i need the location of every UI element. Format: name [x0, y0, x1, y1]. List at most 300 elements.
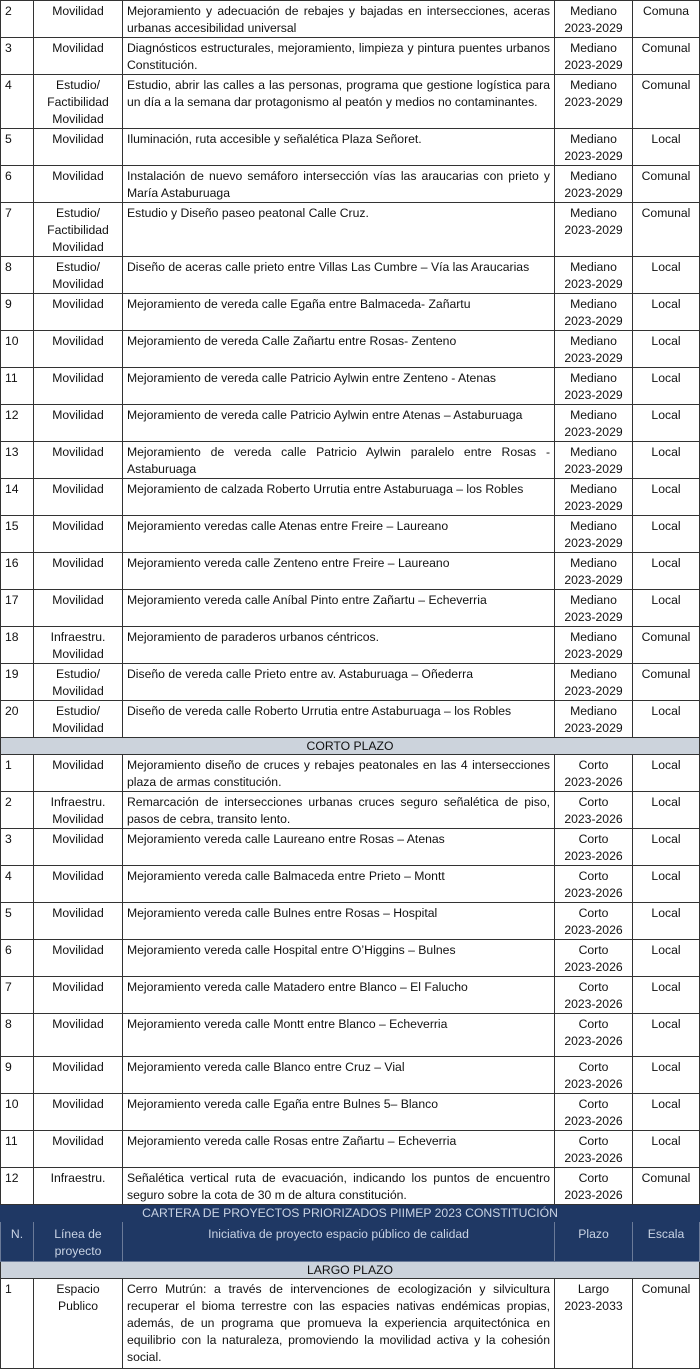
- project-line-part: Estudio/: [55, 260, 101, 274]
- project-initiative: Mejoramiento de calzada Roberto Urrutia entre Astaburuaga – los Robles: [123, 479, 555, 516]
- project-scale: Local: [633, 792, 700, 829]
- project-scale: Local: [633, 479, 700, 516]
- corto-plazo-section: [1, 738, 700, 755]
- project-line-part: Movilidad: [52, 41, 104, 55]
- table-row: [1, 1168, 700, 1205]
- project-initiative: Estudio, abrir las calles a las personas, programa que gestione logística para un día a la semana dar protagonismo al peatón y medios no contaminantes.: [123, 75, 555, 129]
- term-years: 2023-2033: [564, 1299, 623, 1313]
- project-scale: Local: [633, 755, 700, 792]
- project-initiative: Cerro Mutrún: a través de intervenciones de ecologización y silvicultura recuperar el bioma terrestre con las espacies nativas endémicas propias, además, de un programa que promueva la experiencia arquitectónica en equilibrio con la naturaleza, promoviendo la movilidad activa y la cohesión social.: [123, 1279, 555, 1369]
- project-term: [555, 479, 633, 516]
- project-line: [34, 866, 123, 903]
- project-term: [555, 829, 633, 866]
- project-line: [34, 257, 123, 294]
- table-row: [1, 257, 700, 294]
- project-scale: Local: [633, 405, 700, 442]
- term-label: Mediano: [570, 169, 617, 183]
- project-line-part: Movilidad: [52, 906, 104, 920]
- table-caption-section: [1, 1205, 700, 1279]
- project-scale: Local: [633, 1094, 700, 1131]
- term-years: 2023-2026: [564, 812, 623, 826]
- table-row: [1, 331, 700, 368]
- project-scale: Local: [633, 590, 700, 627]
- term-label: Mediano: [570, 78, 617, 92]
- project-initiative: Remarcación de intersecciones urbanas cruces seguro señalética de piso, pasos de cebra, transito lento.: [123, 792, 555, 829]
- project-line-part: Movilidad: [52, 721, 104, 735]
- project-line-part: Movilidad: [52, 132, 104, 146]
- term-label: Corto: [578, 1017, 609, 1031]
- term-label: Mediano: [570, 704, 617, 718]
- project-initiative: Estudio y Diseño paseo peatonal Calle Cruz.: [123, 203, 555, 257]
- project-line-part: Movilidad: [52, 445, 104, 459]
- term-label: Largo: [577, 1282, 610, 1296]
- project-line: [34, 903, 123, 940]
- row-number: 6: [1, 166, 34, 203]
- term-years: 2023-2029: [564, 499, 623, 513]
- project-initiative: Diseño de aceras calle prieto entre Villas Las Cumbre – Vía las Araucarias: [123, 257, 555, 294]
- project-line: [34, 792, 123, 829]
- table-row: [1, 553, 700, 590]
- project-initiative: Mejoramiento de vereda calle Patricio Aylwin paralelo entre Rosas - Astaburuaga: [123, 442, 555, 479]
- project-line: [34, 442, 123, 479]
- table-row: [1, 792, 700, 829]
- term-label: Corto: [578, 906, 609, 920]
- project-line-part: Movilidad: [52, 4, 104, 18]
- term-years: 2023-2026: [564, 1034, 623, 1048]
- term-label: Mediano: [570, 260, 617, 274]
- project-initiative: Mejoramiento vereda calle Hospital entre O’Higgins – Bulnes: [123, 940, 555, 977]
- table-row: [1, 940, 700, 977]
- term-label: Corto: [578, 869, 609, 883]
- column-header-linea: [34, 1222, 123, 1262]
- project-term: [555, 755, 633, 792]
- project-term: [555, 442, 633, 479]
- largo-plazo-rows: [1, 1279, 700, 1369]
- project-initiative: Mejoramiento vereda calle Rosas entre Zañartu – Echeverria: [123, 1131, 555, 1168]
- table-row: [1, 977, 700, 1014]
- project-scale: Comunal: [633, 664, 700, 701]
- project-initiative: Instalación de nuevo semáforo intersección vías las araucarias con prieto y María Astaburuaga: [123, 166, 555, 203]
- table-caption-row: [1, 1205, 700, 1222]
- table-row: [1, 516, 700, 553]
- term-years: 2023-2029: [564, 351, 623, 365]
- table-row: [1, 755, 700, 792]
- project-scale: Local: [633, 1057, 700, 1094]
- project-line-part: Movilidad: [52, 1097, 104, 1111]
- term-label: Mediano: [570, 593, 617, 607]
- project-line-part: Movilidad: [52, 980, 104, 994]
- project-line-part: Movilidad: [52, 647, 104, 661]
- term-label: Mediano: [570, 630, 617, 644]
- term-years: 2023-2026: [564, 1114, 623, 1128]
- row-number: 3: [1, 38, 34, 75]
- project-line-part: Factibilidad: [47, 95, 109, 109]
- term-label: Corto: [578, 832, 609, 846]
- project-line-part: Movilidad: [52, 334, 104, 348]
- table-row: [1, 166, 700, 203]
- project-initiative: Mejoramiento de vereda Calle Zañartu entre Rosas- Zenteno: [123, 331, 555, 368]
- project-term: [555, 331, 633, 368]
- section-header-largo: [1, 1262, 700, 1279]
- project-line: [34, 203, 123, 257]
- term-years: 2023-2029: [564, 573, 623, 587]
- row-number: 1: [1, 755, 34, 792]
- project-line-part: Infraestru.: [50, 630, 106, 644]
- project-initiative: Mejoramiento y adecuación de rebajes y bajadas en intersecciones, aceras urbanas accesibilidad universal: [123, 1, 555, 38]
- project-scale: Local: [633, 866, 700, 903]
- project-line-part: Movilidad: [52, 1134, 104, 1148]
- table-row: [1, 1014, 700, 1057]
- term-years: 2023-2026: [564, 923, 623, 937]
- term-years: 2023-2029: [564, 314, 623, 328]
- row-number: 12: [1, 1168, 34, 1205]
- project-scale: Local: [633, 516, 700, 553]
- project-scale: Local: [633, 368, 700, 405]
- project-line: [34, 331, 123, 368]
- project-term: [555, 203, 633, 257]
- project-term: [555, 701, 633, 738]
- project-line: [34, 1279, 123, 1369]
- project-line: [34, 940, 123, 977]
- project-initiative: Mejoramiento vereda calle Matadero entre Blanco – El Falucho: [123, 977, 555, 1014]
- project-initiative: Mejoramiento de vereda calle Patricio Aylwin entre Atenas – Astaburuaga: [123, 405, 555, 442]
- row-number: 6: [1, 940, 34, 977]
- project-initiative: Mejoramiento vereda calle Blanco entre Cruz – Vial: [123, 1057, 555, 1094]
- term-label: Corto: [578, 758, 609, 772]
- term-years: 2023-2029: [564, 425, 623, 439]
- table-row: [1, 38, 700, 75]
- project-scale: Local: [633, 257, 700, 294]
- term-label: Corto: [578, 1060, 609, 1074]
- project-scale: Local: [633, 294, 700, 331]
- project-scale: Local: [633, 977, 700, 1014]
- table-row: [1, 129, 700, 166]
- project-initiative: Mejoramiento vereda calle Egaña entre Bulnes 5– Blanco: [123, 1094, 555, 1131]
- term-years: 2023-2026: [564, 960, 623, 974]
- section-title: CORTO PLAZO: [1, 738, 700, 755]
- project-line-part: Movilidad: [52, 297, 104, 311]
- table-row: [1, 866, 700, 903]
- term-years: 2023-2029: [564, 21, 623, 35]
- term-label: Mediano: [570, 556, 617, 570]
- project-term: [555, 1131, 633, 1168]
- project-line: [34, 166, 123, 203]
- row-number: 11: [1, 1131, 34, 1168]
- project-initiative: Mejoramiento vereda calle Laureano entre Rosas – Atenas: [123, 829, 555, 866]
- row-number: 16: [1, 553, 34, 590]
- term-label: Mediano: [570, 482, 617, 496]
- project-line-part: Factibilidad: [47, 223, 109, 237]
- row-number: 20: [1, 701, 34, 738]
- row-number: 1: [1, 1279, 34, 1369]
- term-years: 2023-2029: [564, 95, 623, 109]
- project-term: [555, 903, 633, 940]
- table-row: [1, 1279, 700, 1369]
- project-initiative: Mejoramiento vereda calle Aníbal Pinto entre Zañartu – Echeverria: [123, 590, 555, 627]
- table-row: [1, 664, 700, 701]
- table-row: [1, 405, 700, 442]
- project-scale: Local: [633, 701, 700, 738]
- table-row: [1, 1131, 700, 1168]
- term-years: 2023-2026: [564, 775, 623, 789]
- project-line: [34, 1, 123, 38]
- term-label: Corto: [578, 1171, 609, 1185]
- project-scale: Local: [633, 1131, 700, 1168]
- project-scale: Comunal: [633, 166, 700, 203]
- project-initiative: Diseño de vereda calle Prieto entre av. Astaburuaga – Oñederra: [123, 664, 555, 701]
- project-line-part: Movilidad: [52, 112, 104, 126]
- project-line-part: Movilidad: [52, 240, 104, 254]
- project-line-part: Estudio/: [55, 704, 101, 718]
- project-line-part: Movilidad: [52, 482, 104, 496]
- term-label: Mediano: [570, 132, 617, 146]
- table-row: [1, 590, 700, 627]
- project-line-part: Espacio: [56, 1282, 100, 1296]
- project-line-part: Movilidad: [52, 684, 104, 698]
- project-scale: Local: [633, 129, 700, 166]
- term-years: 2023-2026: [564, 997, 623, 1011]
- project-scale: Local: [633, 553, 700, 590]
- project-line: [34, 479, 123, 516]
- table-row: [1, 442, 700, 479]
- column-header-plazo: Plazo: [555, 1222, 633, 1262]
- corto-plazo-rows: [1, 755, 700, 1205]
- project-scale: Comunal: [633, 1168, 700, 1205]
- term-years: 2023-2029: [564, 58, 623, 72]
- term-label: Corto: [578, 795, 609, 809]
- project-term: [555, 405, 633, 442]
- term-years: 2023-2029: [564, 462, 623, 476]
- term-years: 2023-2029: [564, 277, 623, 291]
- table-row: [1, 294, 700, 331]
- project-line-part: Infraestru.: [50, 1171, 106, 1185]
- project-line-part: Movilidad: [52, 408, 104, 422]
- project-term: [555, 1094, 633, 1131]
- project-line-part: Movilidad: [52, 556, 104, 570]
- column-header-escala: Escala: [633, 1222, 700, 1262]
- row-number: 3: [1, 829, 34, 866]
- row-number: 2: [1, 1, 34, 38]
- project-initiative: Diagnósticos estructurales, mejoramiento, limpieza y pintura puentes urbanos Constitución.: [123, 38, 555, 75]
- project-initiative: Mejoramiento vereda calle Montt entre Blanco – Echeverria: [123, 1014, 555, 1057]
- project-term: [555, 38, 633, 75]
- row-number: 10: [1, 331, 34, 368]
- project-line: [34, 129, 123, 166]
- project-line-part: Movilidad: [52, 1017, 104, 1031]
- column-header-linea-line: Línea de: [54, 1227, 102, 1241]
- table-row: [1, 1057, 700, 1094]
- term-years: 2023-2029: [564, 388, 623, 402]
- row-number: 13: [1, 442, 34, 479]
- project-term: [555, 977, 633, 1014]
- table-row: [1, 903, 700, 940]
- term-years: 2023-2029: [564, 223, 623, 237]
- project-line-part: Movilidad: [52, 812, 104, 826]
- project-line-part: Movilidad: [52, 869, 104, 883]
- column-header-linea-line: proyecto: [54, 1244, 102, 1258]
- project-initiative: Mejoramiento veredas calle Atenas entre Freire – Laureano: [123, 516, 555, 553]
- term-label: Mediano: [570, 667, 617, 681]
- term-years: 2023-2026: [564, 886, 623, 900]
- project-scale: Local: [633, 940, 700, 977]
- project-term: [555, 553, 633, 590]
- project-initiative: Mejoramiento vereda calle Bulnes entre Rosas – Hospital: [123, 903, 555, 940]
- project-line: [34, 1168, 123, 1205]
- row-number: 12: [1, 405, 34, 442]
- project-line: [34, 38, 123, 75]
- project-initiative: Señalética vertical ruta de evacuación, indicando los puntos de encuentro seguro sobre la cota de 30 m de altura constitución.: [123, 1168, 555, 1205]
- project-term: [555, 866, 633, 903]
- project-line-part: Movilidad: [52, 943, 104, 957]
- project-line: [34, 664, 123, 701]
- term-years: 2023-2026: [564, 849, 623, 863]
- term-label: Mediano: [570, 408, 617, 422]
- project-term: [555, 1057, 633, 1094]
- project-line: [34, 1131, 123, 1168]
- project-initiative: Mejoramiento diseño de cruces y rebajes peatonales en las 4 intersecciones plaza de armas constitución.: [123, 755, 555, 792]
- project-term: [555, 792, 633, 829]
- row-number: 7: [1, 977, 34, 1014]
- table-caption: CARTERA DE PROYECTOS PRIORIZADOS PIIMEP 2023 CONSTITUCIÓN: [1, 1205, 700, 1222]
- project-line: [34, 294, 123, 331]
- project-scale: Comunal: [633, 38, 700, 75]
- table-row: [1, 1, 700, 38]
- row-number: 8: [1, 257, 34, 294]
- project-line-part: Movilidad: [52, 832, 104, 846]
- project-line: [34, 516, 123, 553]
- project-scale: Comuna: [633, 1, 700, 38]
- term-label: Corto: [578, 980, 609, 994]
- project-line: [34, 977, 123, 1014]
- project-line-part: Publico: [58, 1299, 98, 1313]
- column-header-iniciativa: Iniciativa de proyecto espacio público de calidad: [123, 1222, 555, 1262]
- row-number: 15: [1, 516, 34, 553]
- row-number: 4: [1, 75, 34, 129]
- project-line: [34, 1094, 123, 1131]
- project-line-part: Movilidad: [52, 169, 104, 183]
- column-header-row: [1, 1222, 700, 1262]
- project-line: [34, 627, 123, 664]
- project-scale: Local: [633, 903, 700, 940]
- project-scale: Comunal: [633, 1279, 700, 1369]
- term-label: Mediano: [570, 4, 617, 18]
- table-row: [1, 203, 700, 257]
- project-line: [34, 1057, 123, 1094]
- term-years: 2023-2029: [564, 684, 623, 698]
- term-years: 2023-2026: [564, 1077, 623, 1091]
- project-line: [34, 553, 123, 590]
- term-years: 2023-2026: [564, 1151, 623, 1165]
- project-line-part: Estudio/: [55, 78, 101, 92]
- project-line-part: Movilidad: [52, 593, 104, 607]
- row-number: 18: [1, 627, 34, 664]
- term-years: 2023-2026: [564, 1188, 623, 1202]
- project-scale: Local: [633, 829, 700, 866]
- project-initiative: Mejoramiento vereda calle Zenteno entre Freire – Laureano: [123, 553, 555, 590]
- project-line-part: Movilidad: [52, 1060, 104, 1074]
- table-row: [1, 479, 700, 516]
- project-line: [34, 405, 123, 442]
- project-initiative: Iluminación, ruta accesible y señalética Plaza Señoret.: [123, 129, 555, 166]
- term-label: Corto: [578, 1134, 609, 1148]
- project-line: [34, 829, 123, 866]
- term-label: Mediano: [570, 519, 617, 533]
- project-line-part: Movilidad: [52, 758, 104, 772]
- term-label: Mediano: [570, 371, 617, 385]
- row-number: 7: [1, 203, 34, 257]
- table-row: [1, 368, 700, 405]
- row-number: 8: [1, 1014, 34, 1057]
- project-term: [555, 166, 633, 203]
- project-term: [555, 627, 633, 664]
- term-years: 2023-2029: [564, 149, 623, 163]
- project-term: [555, 257, 633, 294]
- term-label: Mediano: [570, 445, 617, 459]
- term-label: Mediano: [570, 334, 617, 348]
- project-term: [555, 1279, 633, 1369]
- project-initiative: Diseño de vereda calle Roberto Urrutia entre Astaburuaga – los Robles: [123, 701, 555, 738]
- term-label: Corto: [578, 1097, 609, 1111]
- project-line: [34, 755, 123, 792]
- project-term: [555, 516, 633, 553]
- row-number: 14: [1, 479, 34, 516]
- project-line-part: Infraestru.: [50, 795, 106, 809]
- project-term: [555, 368, 633, 405]
- term-label: Mediano: [570, 41, 617, 55]
- term-years: 2023-2029: [564, 536, 623, 550]
- project-line-part: Movilidad: [52, 519, 104, 533]
- project-line-part: Movilidad: [52, 277, 104, 291]
- project-line: [34, 590, 123, 627]
- row-number: 4: [1, 866, 34, 903]
- term-years: 2023-2029: [564, 721, 623, 735]
- row-number: 9: [1, 294, 34, 331]
- table-row: [1, 829, 700, 866]
- project-term: [555, 1014, 633, 1057]
- project-initiative: Mejoramiento de paraderos urbanos céntricos.: [123, 627, 555, 664]
- project-term: [555, 940, 633, 977]
- project-line-part: Estudio/: [55, 206, 101, 220]
- term-years: 2023-2029: [564, 186, 623, 200]
- row-number: 5: [1, 129, 34, 166]
- row-number: 5: [1, 903, 34, 940]
- term-label: Mediano: [570, 206, 617, 220]
- table-row: [1, 627, 700, 664]
- section-header-corto: [1, 738, 700, 755]
- table-row: [1, 75, 700, 129]
- term-years: 2023-2029: [564, 610, 623, 624]
- project-line: [34, 75, 123, 129]
- term-label: Corto: [578, 943, 609, 957]
- mediano-plazo-rows: [1, 1, 700, 738]
- project-term: [555, 75, 633, 129]
- row-number: 2: [1, 792, 34, 829]
- project-line-part: Estudio/: [55, 667, 101, 681]
- table-row: [1, 701, 700, 738]
- row-number: 17: [1, 590, 34, 627]
- row-number: 19: [1, 664, 34, 701]
- table-row: [1, 1094, 700, 1131]
- project-initiative: Mejoramiento de vereda calle Patricio Aylwin entre Zenteno - Atenas: [123, 368, 555, 405]
- term-label: Mediano: [570, 297, 617, 311]
- row-number: 9: [1, 1057, 34, 1094]
- project-term: [555, 664, 633, 701]
- project-scale: Local: [633, 1014, 700, 1057]
- column-header-n: N.: [1, 1222, 34, 1262]
- project-term: [555, 1168, 633, 1205]
- project-line: [34, 1014, 123, 1057]
- project-initiative: Mejoramiento de vereda calle Egaña entre Balmaceda- Zañartu: [123, 294, 555, 331]
